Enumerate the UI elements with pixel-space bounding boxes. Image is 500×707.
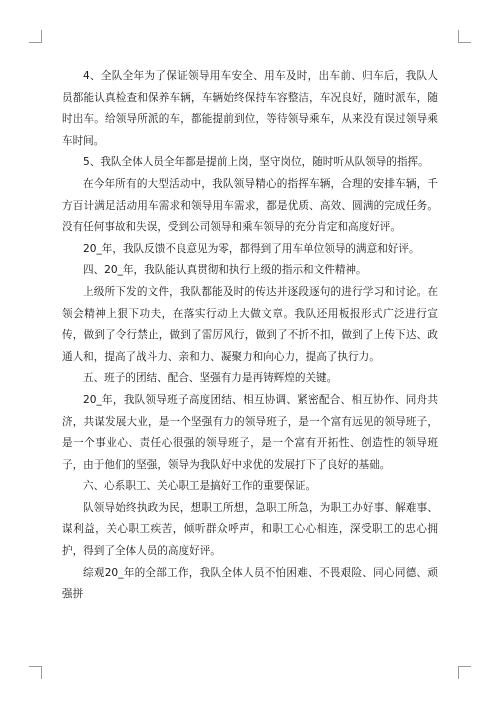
document-body	[62, 66, 438, 606]
paragraph-leadership-team: 20_年，我队领导班子高度团结、相互协调、紧密配合、相互协作、同舟共济，共谋发展大业，是一个坚强有力的领导班子，是一个富有远见的领导班子，是一个事业心、责任心很强的领导班子，是一个富有开拓性、创造性的领导班子，由于他们的坚强，领导为我队好中求优的发展打下了良好的基础。	[62, 393, 438, 471]
section-heading-staff-care: 六、心系职工、关心职工是搞好工作的重要保证。	[83, 480, 317, 493]
paragraph-staff-care: 队领导始终执政为民，想职工所想，急职工所急，为职工办好事、解难事、谋利益，关心职工疾苦，倾听群众呼声，和职工心心相连，深受职工的忠心拥护，得到了全体人员的高度好评。	[62, 501, 438, 558]
crop-mark-top-right	[458, 30, 471, 43]
paragraph-major-events: 在今年所有的大型活动中，我队领导精心的指挥车辆，合理的安排车辆，千方百计满足活动用车需求和领导用车需求，都是优质、高效、圆满的完成任务。没有任何事故和失误，受到公司领导和乘车领导的充分肯定和高度好评。	[62, 177, 438, 234]
paragraph-vehicle-maintenance: 4、全队全年为了保证领导用车安全、用车及时，出车前、归车后，我队人员都能认真检查和保养车辆，车辆始终保持车容整洁，车况良好，随时派车，随时出车。给领导所派的车，都能提前到位，等待领导乘车，从来没有误过领导乘车时间。	[62, 70, 438, 147]
crop-mark-bottom-right	[458, 666, 471, 679]
section-heading-team-unity: 五、班子的团结、配合、坚强有力是再铸辉煌的关键。	[83, 372, 338, 385]
section-heading-directives: 四、20_年，我队能认真贯彻和执行上级的指示和文件精神。	[83, 264, 367, 277]
paragraph-summary: 综观20_年的全部工作，我队全体人员不怕困难、不畏艰险、同心同德、顽强拼	[62, 566, 438, 601]
paragraph-feedback: 20_年，我队反馈不良意见为零，都得到了用车单位领导的满意和好评。	[83, 242, 420, 255]
paragraph-on-duty: 5、我队全体人员全年都是提前上岗，坚守岗位，随时听从队领导的指挥。	[83, 156, 429, 169]
crop-mark-bottom-left	[29, 666, 42, 679]
crop-mark-top-left	[29, 30, 42, 43]
paragraph-document-study: 上级所下发的文件，我队都能及时的传达并逐段逐句的进行学习和讨论。在领会精神上狠下功夫，在落实行动上大做文章。我队还用板报形式广泛进行宣传，做到了令行禁止，做到了雷厉风行，做到了不折不扣，做到了上传下达、政通人和，提高了战斗力、亲和力、凝聚力和向心力，提高了执行力。	[62, 285, 438, 363]
